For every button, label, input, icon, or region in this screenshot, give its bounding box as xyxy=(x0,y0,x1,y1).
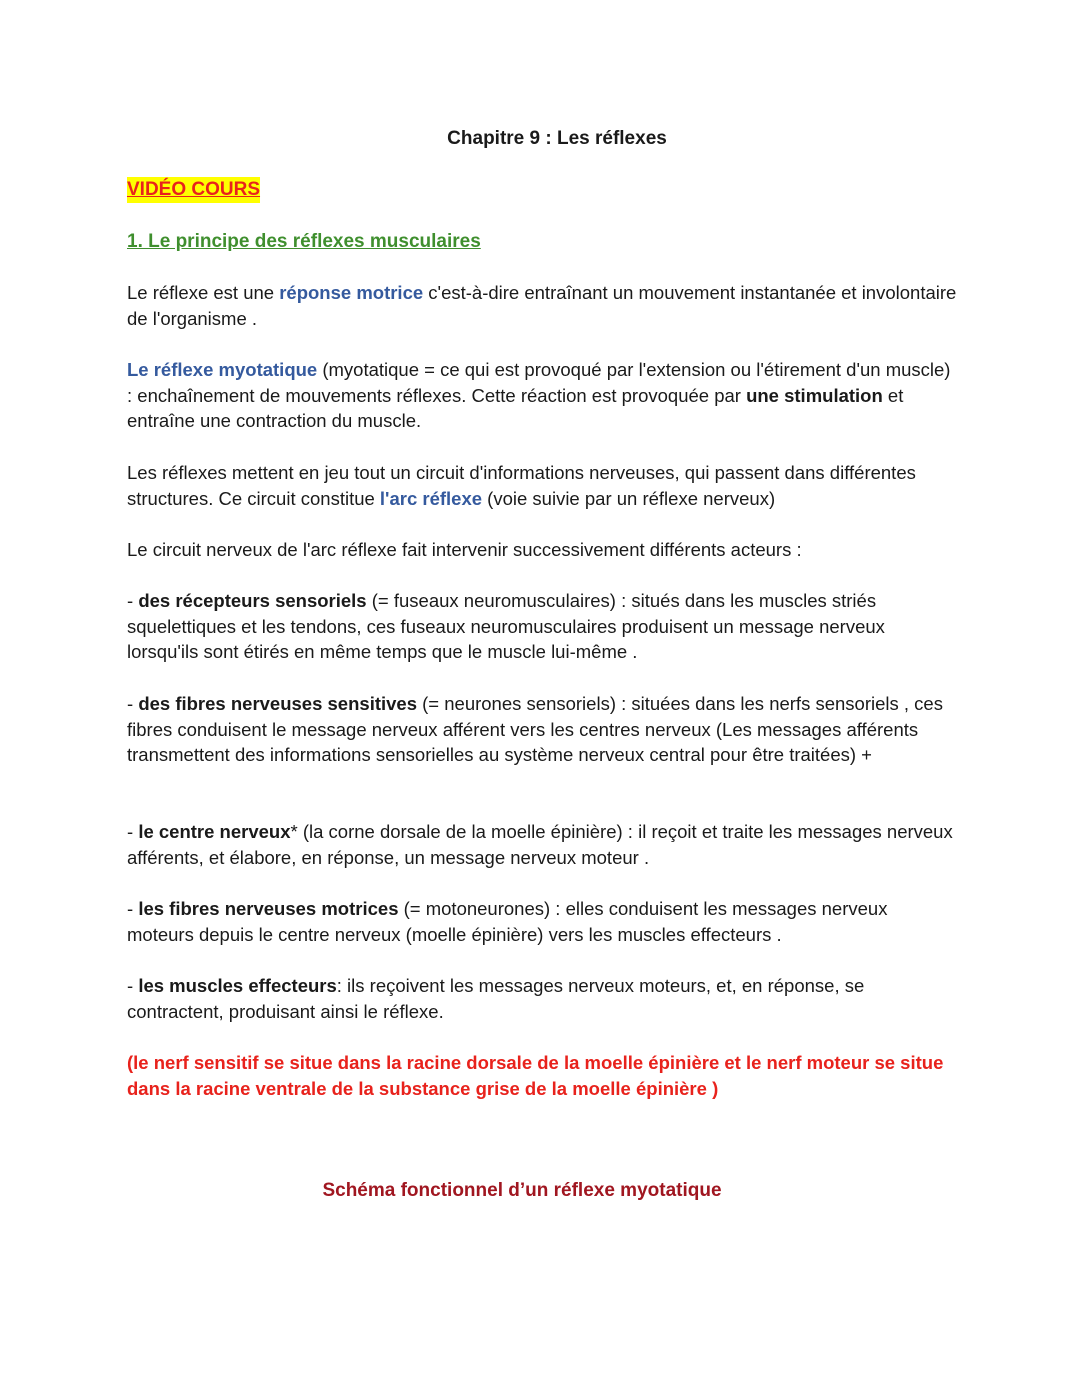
list-item-muscles-effecteurs xyxy=(127,973,957,1024)
list-item-recepteurs xyxy=(127,588,957,665)
paragraph-arc-reflexe xyxy=(127,460,957,511)
item-text: (= motoneurones) : elles conduisent les messages nerveux moteurs depuis le centre nerveux (moelle épinière) vers les muscles effecteurs . xyxy=(127,898,888,945)
text-span: (voie suivie par un réflexe nerveux) xyxy=(482,487,776,509)
red-note: (le nerf sensitif se situe dans la racine dorsale de la moelle épinière et le nerf moteur se situe dans la racine ventrale de la substance grise de la moelle épinière ) xyxy=(127,1052,944,1099)
item-term: les muscles effecteurs xyxy=(138,975,337,996)
paragraph-definition xyxy=(127,280,957,331)
dash: - xyxy=(127,590,139,611)
item-term: des récepteurs sensoriels xyxy=(138,590,367,611)
item-text: (= fuseaux neuromusculaires) : situés dans les muscles striés squelettiques et les tendons, ces fuseaux neuromusculaires produisent un message nerveux lorsqu'ils sont étirés en même temps que le muscle lui-même . xyxy=(127,590,885,662)
section-heading: 1. Le principe des réflexes musculaires xyxy=(127,231,481,252)
list-item-fibres-sensitives xyxy=(127,691,957,768)
paragraph-circuit-intro: Le circuit nerveux de l'arc réflexe fait intervenir successivement différents acteurs : xyxy=(127,539,802,560)
dash: - xyxy=(127,975,139,996)
text-span: Le réflexe est une xyxy=(127,282,280,303)
item-term: des fibres nerveuses sensitives xyxy=(138,693,417,714)
item-term: les fibres nerveuses motrices xyxy=(138,898,399,919)
video-course-link[interactable]: VIDÉO COURS xyxy=(127,177,260,203)
paragraph-myotatique xyxy=(127,357,957,434)
term-stimulation: une stimulation xyxy=(746,384,883,406)
text-span: et entraîne une contraction du muscle. xyxy=(127,384,904,431)
item-text: : ils reçoivent les messages nerveux moteurs, et, en réponse, se contractent, produisant ainsi le réflexe. xyxy=(127,975,865,1022)
text-span: Les réflexes mettent en jeu tout un circuit d'informations nerveuses, qui passent dans différentes structures. Ce circuit constitue xyxy=(127,462,916,509)
term-reponse-motrice: réponse motrice xyxy=(279,282,424,303)
schema-title: Schéma fonctionnel d’un réflexe myotatique xyxy=(322,1180,722,1201)
term-arc-reflexe: l'arc réflexe xyxy=(379,487,483,509)
text-span: c'est-à-dire entraînant un mouvement instantanée et involontaire de l'organisme . xyxy=(127,282,957,329)
list-item-fibres-motrices xyxy=(127,896,957,947)
item-text: (= neurones sensoriels) : situées dans les nerfs sensoriels , ces fibres conduisent le message nerveux afférent vers les centres nerveux (Les messages afférents transmettent des informations sensorielles au système nerveux central pour être traitées) + xyxy=(127,693,943,765)
dash: - xyxy=(127,821,139,842)
item-term: le centre nerveux xyxy=(138,821,291,842)
dash: - xyxy=(127,693,139,714)
text-span: (myotatique = ce qui est provoqué par l'extension ou l'étirement d'un muscle) : enchaînement de mouvements réflexes. Cette réaction est provoquée par xyxy=(127,359,951,406)
item-text: * (la corne dorsale de la moelle épinière) : il reçoit et traite les messages nerveux afférents, et élabore, en réponse, un message nerveux moteur . xyxy=(127,821,953,868)
list-item-centre-nerveux xyxy=(127,819,957,870)
chapter-title: Chapitre 9 : Les réflexes xyxy=(447,128,667,149)
dash: - xyxy=(127,898,139,919)
term-reflexe-myotatique: Le réflexe myotatique xyxy=(127,359,318,380)
